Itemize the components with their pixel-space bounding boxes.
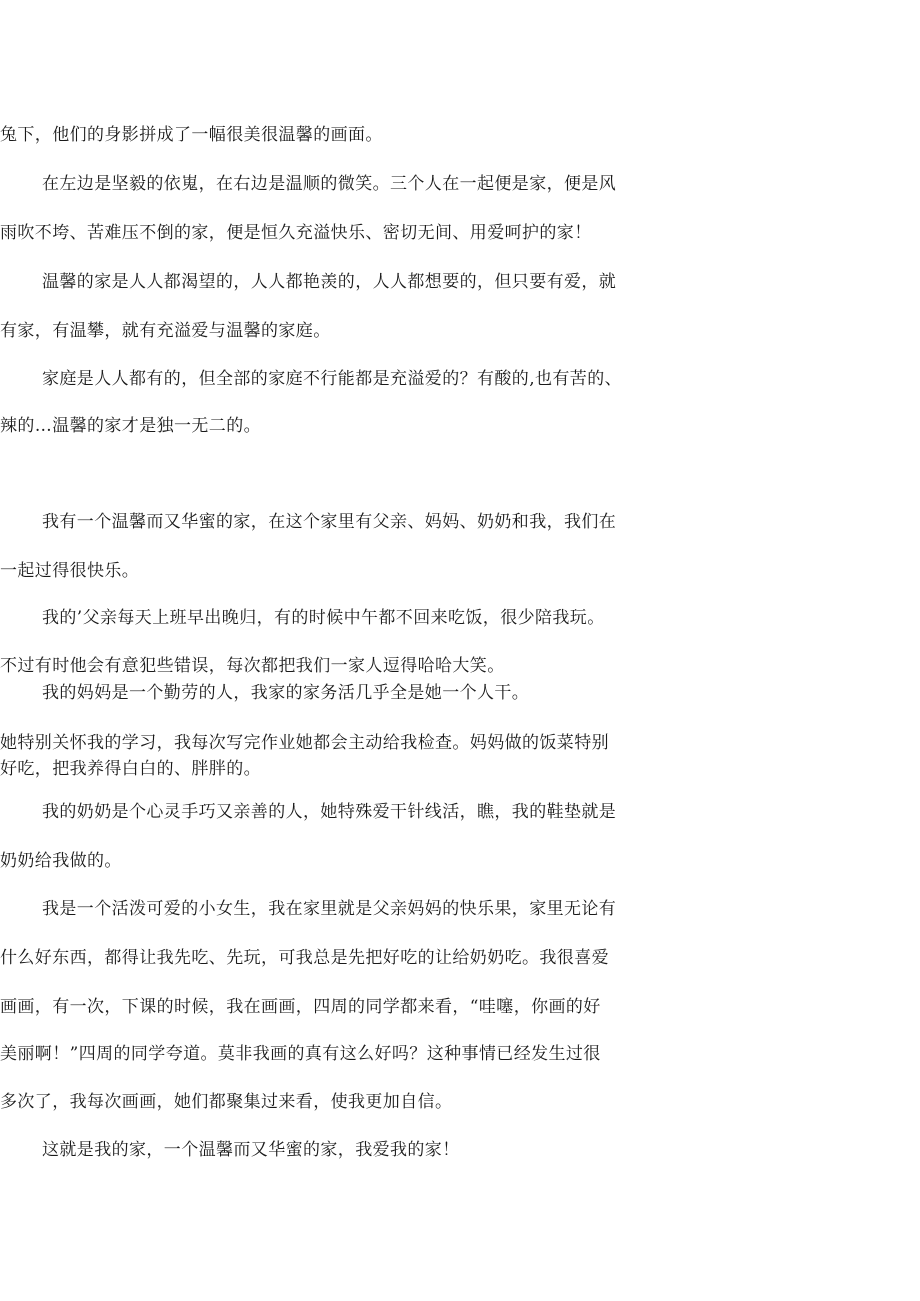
text-line: 一起过得很快乐。 — [0, 561, 140, 581]
text-line: 雨吹不垮、苦难压不倒的家，便是恒久充溢快乐、密切无间、用爱呵护的家！ — [0, 223, 592, 243]
text-line: 我的妈妈是一个勤劳的人，我家的家务活几乎全是她一个人干。 — [42, 683, 530, 703]
text-line: 温馨的家是人人都渴望的，人人都艳羡的，人人都想要的，但只要有爱，就 — [42, 272, 617, 292]
text-line: 多次了，我每次画画，她们都聚集过来看，使我更加自信。 — [0, 1092, 453, 1112]
text-line: 什么好东西，都得让我先吃、先玩，可我总是先把好吃的让给奶奶吃。我很喜爱 — [0, 948, 609, 968]
text-line: 画画，有一次，下课的时候，我在画画，四周的同学都来看，“哇噻，你画的好 — [0, 997, 601, 1017]
text-line: 家庭是人人都有的，但全部的家庭不行能都是充溢爱的？有酸的,也有苦的、 — [42, 369, 623, 389]
text-line: 她特别关怀我的学习，我每次写完作业她都会主动给我检查。妈妈做的饭菜特别 — [0, 733, 609, 753]
text-line: 在左边是坚毅的依嵬，在右边是温顺的微笑。三个人在一起便是家，便是风 — [42, 174, 617, 194]
text-line: 兔下，他们的身影拼成了一幅很美很温馨的画面。 — [0, 125, 383, 145]
text-line: 我有一个温馨而又华蜜的家，在这个家里有父亲、妈妈、奶奶和我，我们在 — [42, 512, 617, 532]
text-line: 这就是我的家，一个温馨而又华蜜的家，我爱我的家！ — [42, 1140, 460, 1160]
text-line: 好吃，把我养得白白的、胖胖的。 — [0, 759, 261, 779]
text-line: 美丽啊！”四周的同学夸道。莫非我画的真有这么好吗？这种事情已经发生过很 — [0, 1044, 601, 1064]
text-line: 我的’父亲每天上班早出晚归，有的时候中午都不回来吃饭，很少陪我玩。 — [42, 608, 605, 628]
text-line: 不过有时他会有意犯些错误，每次都把我们一家人逗得哈哈大笑。 — [0, 656, 505, 676]
text-line: 我的奶奶是个心灵手巧又亲善的人，她特殊爱干针线活，瞧，我的鞋垫就是 — [42, 802, 617, 822]
text-line: 有家，有温攀，就有充溢爱与温馨的家庭。 — [0, 321, 331, 341]
text-line: 奶奶给我做的。 — [0, 851, 122, 871]
text-line: 我是一个活泼可爱的小女生，我在家里就是父亲妈妈的快乐果，家里无论有 — [42, 899, 617, 919]
text-line: 辣的…温馨的家才是独一无二的。 — [0, 416, 261, 436]
